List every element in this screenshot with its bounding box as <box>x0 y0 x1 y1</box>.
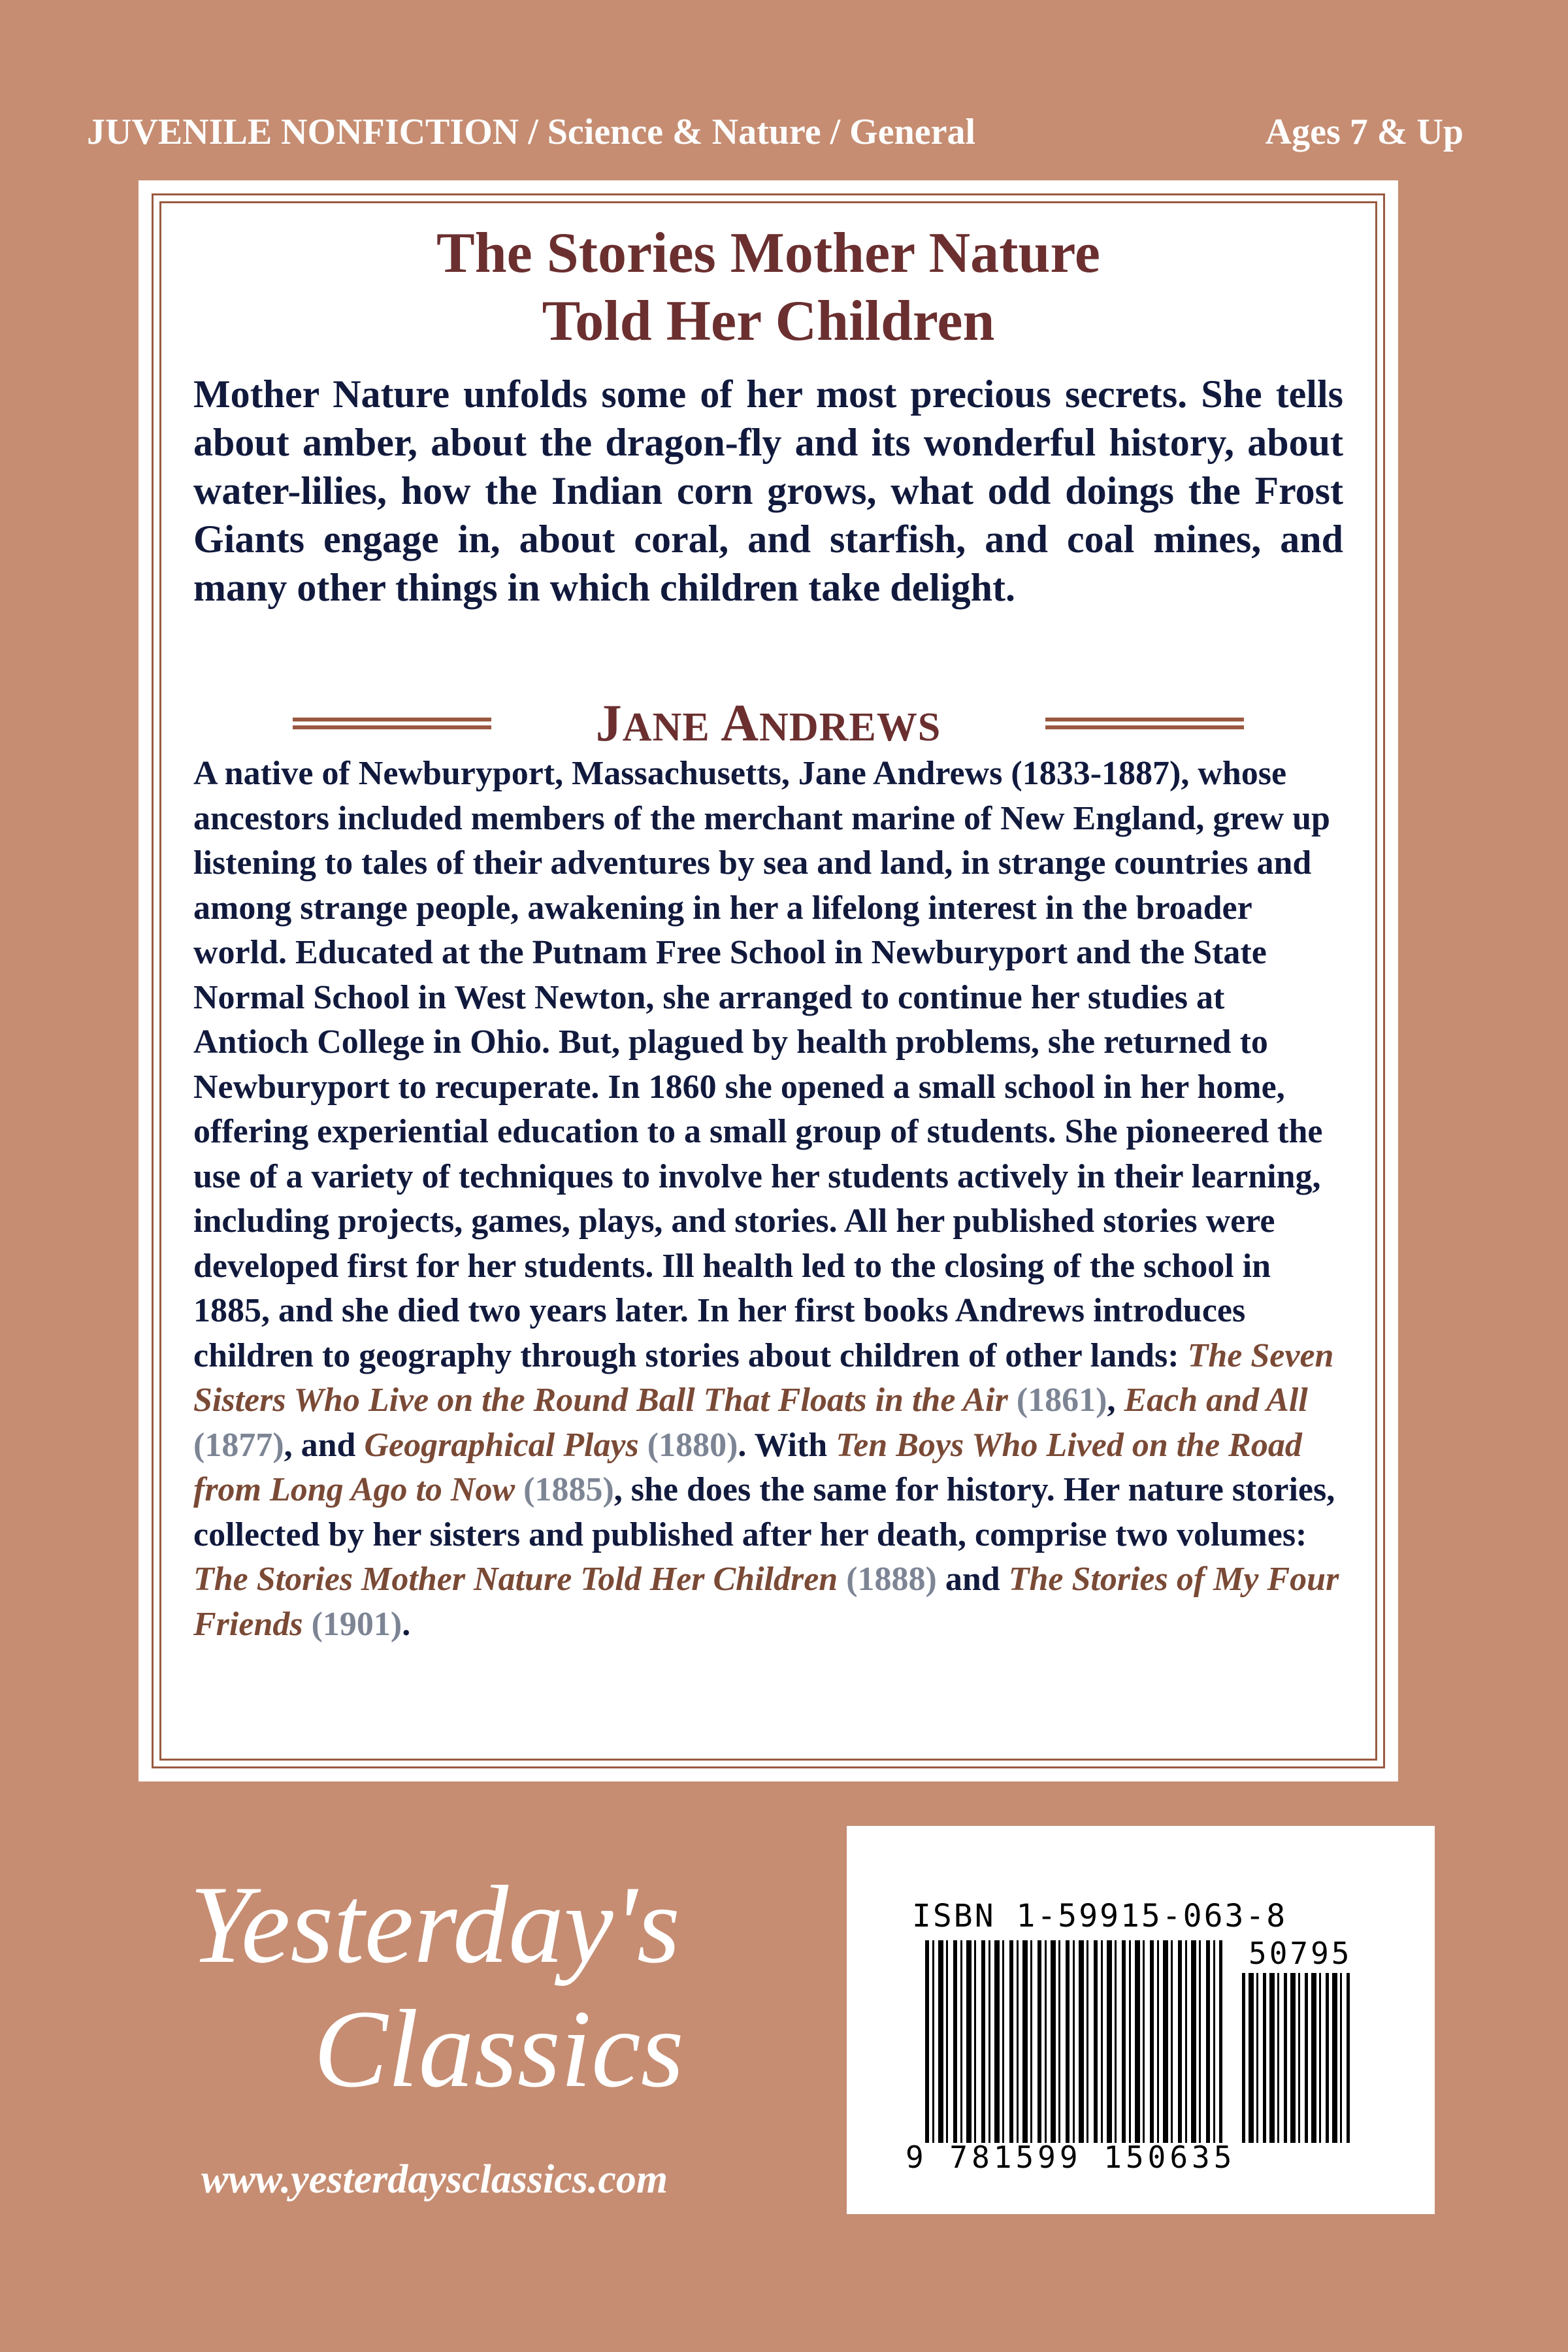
author-last-rest: NDREWS <box>759 705 941 750</box>
description-panel <box>139 180 1398 1781</box>
publisher-url: www.yesterdaysclassics.com <box>201 2157 668 2202</box>
work-year: (1877) <box>193 1426 284 1464</box>
category-header <box>0 98 1568 170</box>
ean-barcode-bars <box>925 1940 1222 2143</box>
ean-digits: 9 781599 150635 <box>906 2140 1236 2175</box>
publisher-logo-line-1: Yesterday's <box>189 1863 681 1986</box>
bio-text: , <box>1107 1382 1124 1419</box>
book-title-line-1: The Stories Mother Nature <box>436 222 1100 285</box>
work-year: (1861) <box>1007 1382 1107 1419</box>
work-year: (1885) <box>515 1471 614 1508</box>
work-title: The Stories of My Four Friends <box>193 1561 1339 1643</box>
isbn-label: ISBN 1-59915-063-8 <box>912 1898 1288 1934</box>
bio-text: , she does the same for history. Her nature stories, collected by her sisters and published after her death, comprise two volumes: <box>193 1471 1335 1553</box>
work-year: (1901) <box>302 1605 402 1643</box>
author-biography <box>193 752 1343 1647</box>
work-title: Ten Boys Who Lived on the Road from Long Ago to Now <box>193 1426 1302 1508</box>
author-initial-last: A <box>721 695 760 752</box>
book-title <box>139 220 1398 356</box>
book-summary: Mother Nature unfolds some of her most precious secrets. She tells about amber, about the dragon-fly and its wonderful history, about water-lilies, how the Indian corn grows, what odd doings the Frost Giants engage in, about coral, and starfish, and coal mines, and many other things in which children take delight. <box>193 373 1343 609</box>
work-title: The Seven Sisters Who Live on the Round Ball That Floats in the Air <box>193 1336 1334 1419</box>
publisher-logo <box>189 1863 777 2176</box>
barcode-box <box>847 1826 1435 2214</box>
author-heading <box>139 687 1398 759</box>
bio-text: , and <box>284 1426 365 1464</box>
bio-text: . <box>402 1605 411 1643</box>
bio-text: A native of Newburyport, Massachusetts, Jane Andrews (1833-1887), whose ancestors included members of the merchant marine of New England, grew up listening to tales of their adventures by sea and land, in strange countries and among strange people, awakening in her a lifelong interest in the broader world. Educated at the Putnam Free School in Newburyport and the State Normal School in West Newton, she arranged to continue her studies at Antioch College in Ohio. But, plagued by health problems, she returned to Newburyport to recuperate. In 1860 she opened a small school in her home, offering experiential education to a small group of students. She pioneered the use of a variety of techniques to involve her students actively in their learning, including projects, games, plays, and stories. All her published stories were developed first for her students. Ill health led to the closing of the school in 1885, and she died two years later. In her first books Andrews introduces children to geography through stories about children of other lands: <box>193 755 1330 1374</box>
author-initial-first: J <box>595 695 623 752</box>
work-year: (1888) <box>838 1561 937 1598</box>
work-year: (1880) <box>638 1426 738 1464</box>
publisher-logo-line-2: Classics <box>314 1987 684 2110</box>
age-range-label: Ages 7 & Up <box>1265 112 1463 152</box>
book-title-line-2: Told Her Children <box>542 290 995 353</box>
work-title: Geographical Plays <box>364 1426 639 1464</box>
work-title: The Stories Mother Nature Told Her Children <box>193 1561 838 1598</box>
decorative-rule-left <box>293 718 491 729</box>
price-addon-digits: 50795 <box>1249 1936 1352 1971</box>
bio-text: and <box>936 1561 1009 1598</box>
author-first-rest: ANE <box>622 705 710 750</box>
bio-text: . With <box>738 1426 836 1464</box>
category-label: JUVENILE NONFICTION / Science & Nature / General <box>87 112 975 152</box>
work-title: Each and All <box>1124 1382 1308 1419</box>
decorative-rule-right <box>1045 718 1244 729</box>
price-addon-bars <box>1242 1973 1353 2143</box>
